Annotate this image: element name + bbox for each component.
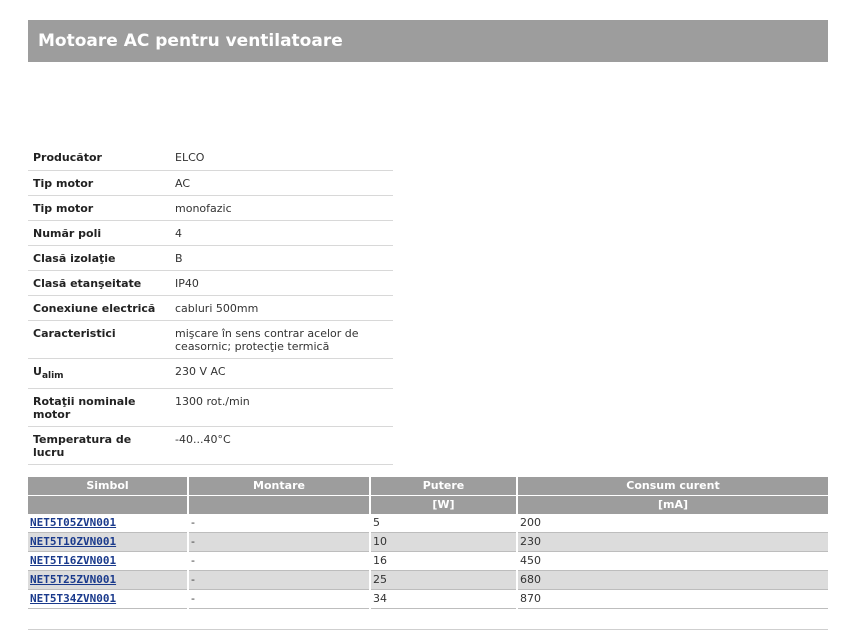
col-header-symbol: Simbol [28,477,188,496]
spec-label: Clasă izolaţie [28,245,170,270]
product-symbol-link[interactable]: NET5T34ZVN001 [30,592,117,605]
product-power: 10 [370,533,517,552]
product-mount: - [188,571,370,590]
spec-value: B [170,245,393,270]
col-header-current: Consum curent [517,477,828,496]
spec-label: Conexiune electrică [28,295,170,320]
spec-label: Tip motor [28,170,170,195]
spec-row [28,195,393,220]
page-header [28,20,828,62]
product-symbol-cell [28,590,188,609]
product-mount: - [188,552,370,571]
product-row [28,552,828,571]
product-symbol-link[interactable]: NET5T25ZVN001 [30,573,117,586]
product-symbol-cell [28,533,188,552]
spec-value: 230 V AC [170,358,393,388]
unit-mount [188,496,370,515]
spec-row [28,295,393,320]
spec-row [28,220,393,245]
col-header-power: Putere [370,477,517,496]
spec-row [28,170,393,195]
product-row [28,514,828,533]
unit-power: [W] [370,496,517,515]
spec-value: ELCO [170,145,393,170]
product-symbol-link[interactable]: NET5T10ZVN001 [30,535,117,548]
product-power: 34 [370,590,517,609]
spec-row [28,245,393,270]
product-symbol-cell [28,571,188,590]
col-header-mount: Montare [188,477,370,496]
spec-label: Tip motor [28,195,170,220]
product-row [28,533,828,552]
spec-row [28,145,393,170]
spec-label [28,358,170,388]
product-current: 450 [517,552,828,571]
spec-label: Rotaţii nominale motor [28,388,170,426]
product-symbol-link[interactable]: NET5T05ZVN001 [30,516,117,529]
spec-value: monofazic [170,195,393,220]
spec-row [28,270,393,295]
spec-label: Clasă etanşeitate [28,270,170,295]
page-title: Motoare AC pentru ventilatoare [38,31,343,51]
specs-table [28,145,393,465]
product-current: 680 [517,571,828,590]
spec-label: Caracteristici [28,320,170,358]
product-current: 200 [517,514,828,533]
product-power: 16 [370,552,517,571]
product-mount: - [188,590,370,609]
spec-label-main: U [33,364,42,378]
product-current: 230 [517,533,828,552]
product-symbol-cell [28,552,188,571]
product-power: 5 [370,514,517,533]
product-symbol-cell [28,514,188,533]
product-power: 25 [370,571,517,590]
product-row [28,590,828,609]
spec-value: cabluri 500mm [170,295,393,320]
products-units-row [28,496,828,515]
spec-value: -40...40°C [170,426,393,464]
product-symbol-link[interactable]: NET5T16ZVN001 [30,554,117,567]
spec-value: mişcare în sens contrar acelor de ceasornic; protecţie termică [170,320,393,358]
products-header-row [28,477,828,496]
spec-label: Număr poli [28,220,170,245]
spec-row [28,320,393,358]
product-row [28,571,828,590]
product-mount: - [188,514,370,533]
products-table [28,477,828,609]
spec-value: 1300 rot./min [170,388,393,426]
spec-value: AC [170,170,393,195]
spec-row [28,388,393,426]
spec-row [28,426,393,464]
spec-label-sub: alim [41,370,64,381]
spec-value: 4 [170,220,393,245]
unit-symbol [28,496,188,515]
product-mount: - [188,533,370,552]
spec-label: Producător [28,145,170,170]
unit-current: [mA] [517,496,828,515]
spec-value: IP40 [170,270,393,295]
product-current: 870 [517,590,828,609]
spec-row [28,358,393,388]
spec-label: Temperatura de lucru [28,426,170,464]
